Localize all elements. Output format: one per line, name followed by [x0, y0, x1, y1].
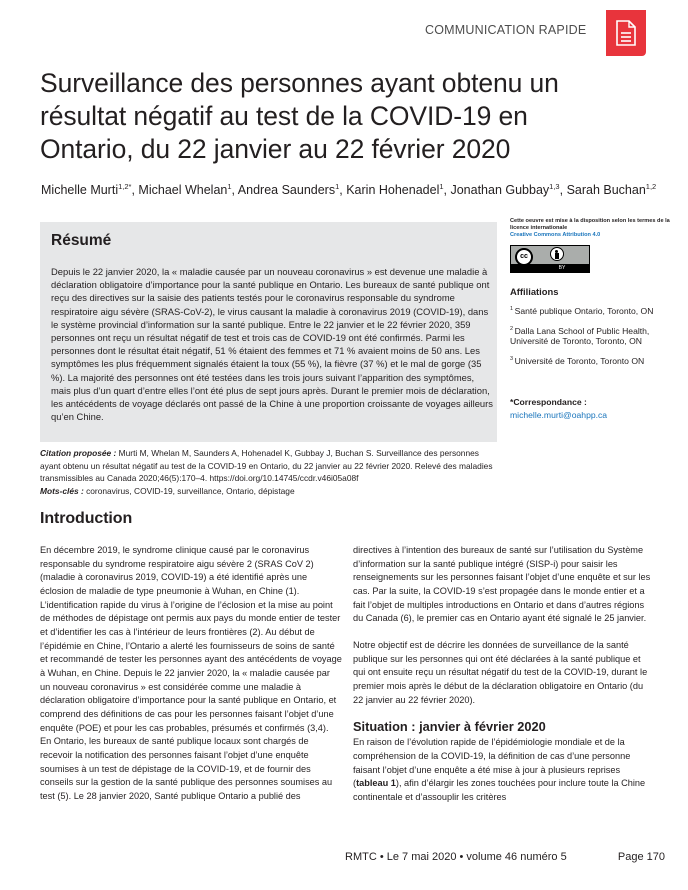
citation-block: [40, 447, 500, 497]
page-footer: [345, 851, 665, 863]
document-icon: [606, 10, 646, 56]
keywords-text: coronavirus, COVID-19, surveillance, Ontario, dépistage: [83, 485, 295, 496]
situation-paragraph: [353, 736, 653, 804]
author-name: Karin Hohenadel$^1$: [346, 182, 444, 198]
affiliation-marker: 2: [510, 325, 515, 332]
affiliations-list: [510, 304, 680, 367]
journal-info: RMTC • Le 7 mai 2020 • volume 46 numéro 5: [345, 851, 567, 863]
section-label: COMMUNICATION RAPIDE: [425, 23, 587, 37]
author-name: Michael Whelan$^1$: [138, 182, 232, 198]
license-link[interactable]: Creative Commons Attribution 4.0: [510, 232, 601, 238]
cc-by-badge[interactable]: [510, 245, 590, 273]
author-name: Andrea Saunders$^1$: [237, 182, 340, 198]
affiliation-item: $^2$ Dalla Lana School of Public Health, Université de Toronto, Toronto, ON: [510, 325, 650, 347]
summary-text: Depuis le 22 janvier 2020, la « maladie causée par un nouveau coronavirus » est devenue une maladie à déclaration obligatoire d’importance pour la santé publique en Ontario. Les bureaux de santé publique ont reçu des directives sur la saisie des patients testés pour le coronavirus responsable du syndrome respiratoire aigu sévère (SRAS-CoV-2), le virus causant la maladie à coronavirus 2019 (COVID-19), dans le système provincial d’information sur la santé publique. Entre le 22 janvier et le 22 février 2020, 359 personnes ont reçu un résultat négatif de test et trois cas de COVID-19 ont été confirmés. Parmi les personnes dont le résultat était négatif, 51 % étaient des femmes et 71 % avaient moins de 50 ans. Les symptômes les plus fréquemment signalés étaient la toux (55 %), la fièvre (37 %) et le mal de gorge (35 %). La majorité des personnes ont été testées dans les trois jours suivant l’apparition des symptômes, mais plus d’un quart d’entre elles l’ont été plus de sept jours après. Durant le premier mois de déclaration, les antécédents de voyage déclarés ont passé de la Chine à une proportion croissante de voyages ailleurs qu’en Chine.: [51, 266, 493, 423]
intro-paragraph-2: directives à l’intention des bureaux de santé sur l’utilisation du Système d’information sur la santé publique intégré (SISP-i) pour saisir les renseignements sur les personnes faisant l’objet d’une enquête et sur les cas. Par la suite, la COVID-19 s’est propagée dans le monde entier et a fait l’objet de multiples introductions en Ontario et dans d’autres régions du Canada (6), le premier cas en Ontario ayant été signalé le 25 janvier.: [353, 545, 651, 624]
situation-text-part: ), afin d’élargir les zones touchées pour inclure toute la Chine continentale et d’assouplir les critères: [353, 778, 646, 802]
introduction-heading: Introduction: [40, 510, 133, 527]
intro-paragraph-3: Notre objectif est de décrire les données de surveillance de la santé publique sur les personnes qui ont été déclarées à la santé publique et qui ont ensuite reçu un résultat négatif du test de la COVID-19, durant le premier mois après le début de la déclaration obligatoire en Ontario (du 22 janvier au 22 février 2020).: [353, 639, 648, 705]
author-name: Jonathan Gubbay$^{1,3}$: [450, 182, 560, 198]
affiliations-title: Affiliations: [510, 286, 559, 297]
right-column: [353, 544, 653, 805]
affiliation-item: $^3$ Université de Toronto, Toronto ON: [510, 355, 645, 366]
left-column: [40, 544, 342, 803]
document-glyph: [616, 20, 636, 46]
author-affiliation-marker: 1,2*: [118, 182, 132, 191]
author-name: Sarah Buchan$^{1,2}$: [566, 182, 657, 198]
keywords-label: Mots-clés :: [40, 485, 84, 496]
situation-text-part: En raison de l’évolution rapide de l’épidémiologie mondiale et de la compréhension de la COVID-19, la définition de cas d’une personne faisant l’objet d’une enquête a été mise à jour à plusieurs reprises (: [353, 737, 631, 789]
author-affiliation-marker: 1: [335, 182, 340, 191]
keywords: [40, 485, 500, 498]
correspondence-email-link[interactable]: michelle.murti@oahpp.ca: [510, 409, 608, 420]
table-reference[interactable]: tableau 1: [356, 778, 396, 789]
cc-icon: cc: [515, 248, 533, 266]
author-name: Michelle Murti$^{1,2*}$: [41, 182, 132, 198]
affiliation-item: $^1$ Santé publique Ontario, Toronto, ON: [510, 305, 654, 316]
suggested-citation: [40, 447, 500, 485]
affiliation-marker: 3: [510, 356, 515, 363]
correspondence-title: *Correspondance :: [510, 396, 587, 407]
license-text: Cette oeuvre est mise à la disposition selon les termes de la licence internationale: [510, 218, 670, 231]
affiliation-marker: 1: [510, 306, 515, 312]
author-list: Michelle Murti$^{1,2*}$, Michael Whelan$^1$, Andrea Saunders$^1$, Karin Hohenadel$^1$, Jonathan Gubbay$^{1,3}$, Sarah Buchan$^{1,2}$: [41, 182, 657, 198]
intro-paragraph-1: En décembre 2019, le syndrome clinique causé par le coronavirus responsable du syndrome respiratoire aigu sévère 2 (SRAS CoV 2) (maladie à coronavirus 2019, COVID-19) a été identifié après une éclosion de maladie de type pneumonie à Wuhan, en Chine (1). L’identification rapide du virus à l’origine de l’éclosion et la mise au point de méthodes de dépistage ont permis aux pays du monde entier de tester et d’identifier les cas à l’intérieur de leurs frontières (2). Au début de l’épidémie en Chine, l’Ontario a alerté les fournisseurs de soins de santé et recommandé de tester les personnes ayant des antécédents de voyage à Wuhan, en Chine. Depuis le 22 janvier 2020, la « maladie causée par un nouveau coronavirus » est considérée comme une maladie à déclaration obligatoire d’importance pour la santé publique en Ontario, et comprend des définitions de cas pour les personnes faisant l’objet d’une enquête (POE) et pour les cas probables, présumés et confirmés (3,4). En Ontario, les bureaux de santé publique locaux sont chargés de recevoir la notification des personnes faisant l’objet d’une enquête soumises à un test de dépistage de la COVID-19, et de fournir des conseils sur la gestion de la santé publique des personnes soumises au test (5). Le 28 janvier 2020, Santé publique Ontario a publié des: [40, 545, 342, 801]
citation-text: Murti M, Whelan M, Saunders A, Hohenadel K, Gubbay J, Buchan S. Surveillance des personnes ayant obtenu un résultat négatif au test de la COVID-19 en Ontario, du 22 janvier au 22 février 2020. Relevé des maladies transmissibles au Canada 2020;46(5):170–4. https://doi.org/10.14745/ccdr.v46i05a08f: [40, 448, 493, 484]
attribution-person-icon: [550, 247, 564, 261]
citation-label: Citation proposée :: [40, 448, 117, 458]
author-affiliation-marker: 1: [439, 182, 444, 191]
summary-title: Résumé: [51, 232, 112, 249]
author-affiliation-marker: 1,3: [549, 182, 560, 191]
author-affiliation-marker: 1,2: [645, 182, 657, 191]
page-number: Page 170: [617, 851, 665, 863]
situation-heading: Situation : janvier à février 2020: [353, 719, 546, 735]
author-affiliation-marker: 1: [227, 182, 232, 191]
summary-box: [40, 222, 497, 442]
article-title: Surveillance des personnes ayant obtenu un résultat négatif au test de la COVID-19 en Ontario, du 22 janvier au 22 février 2020: [40, 68, 559, 164]
sidebar: [510, 218, 680, 420]
by-label: BY: [511, 264, 589, 272]
